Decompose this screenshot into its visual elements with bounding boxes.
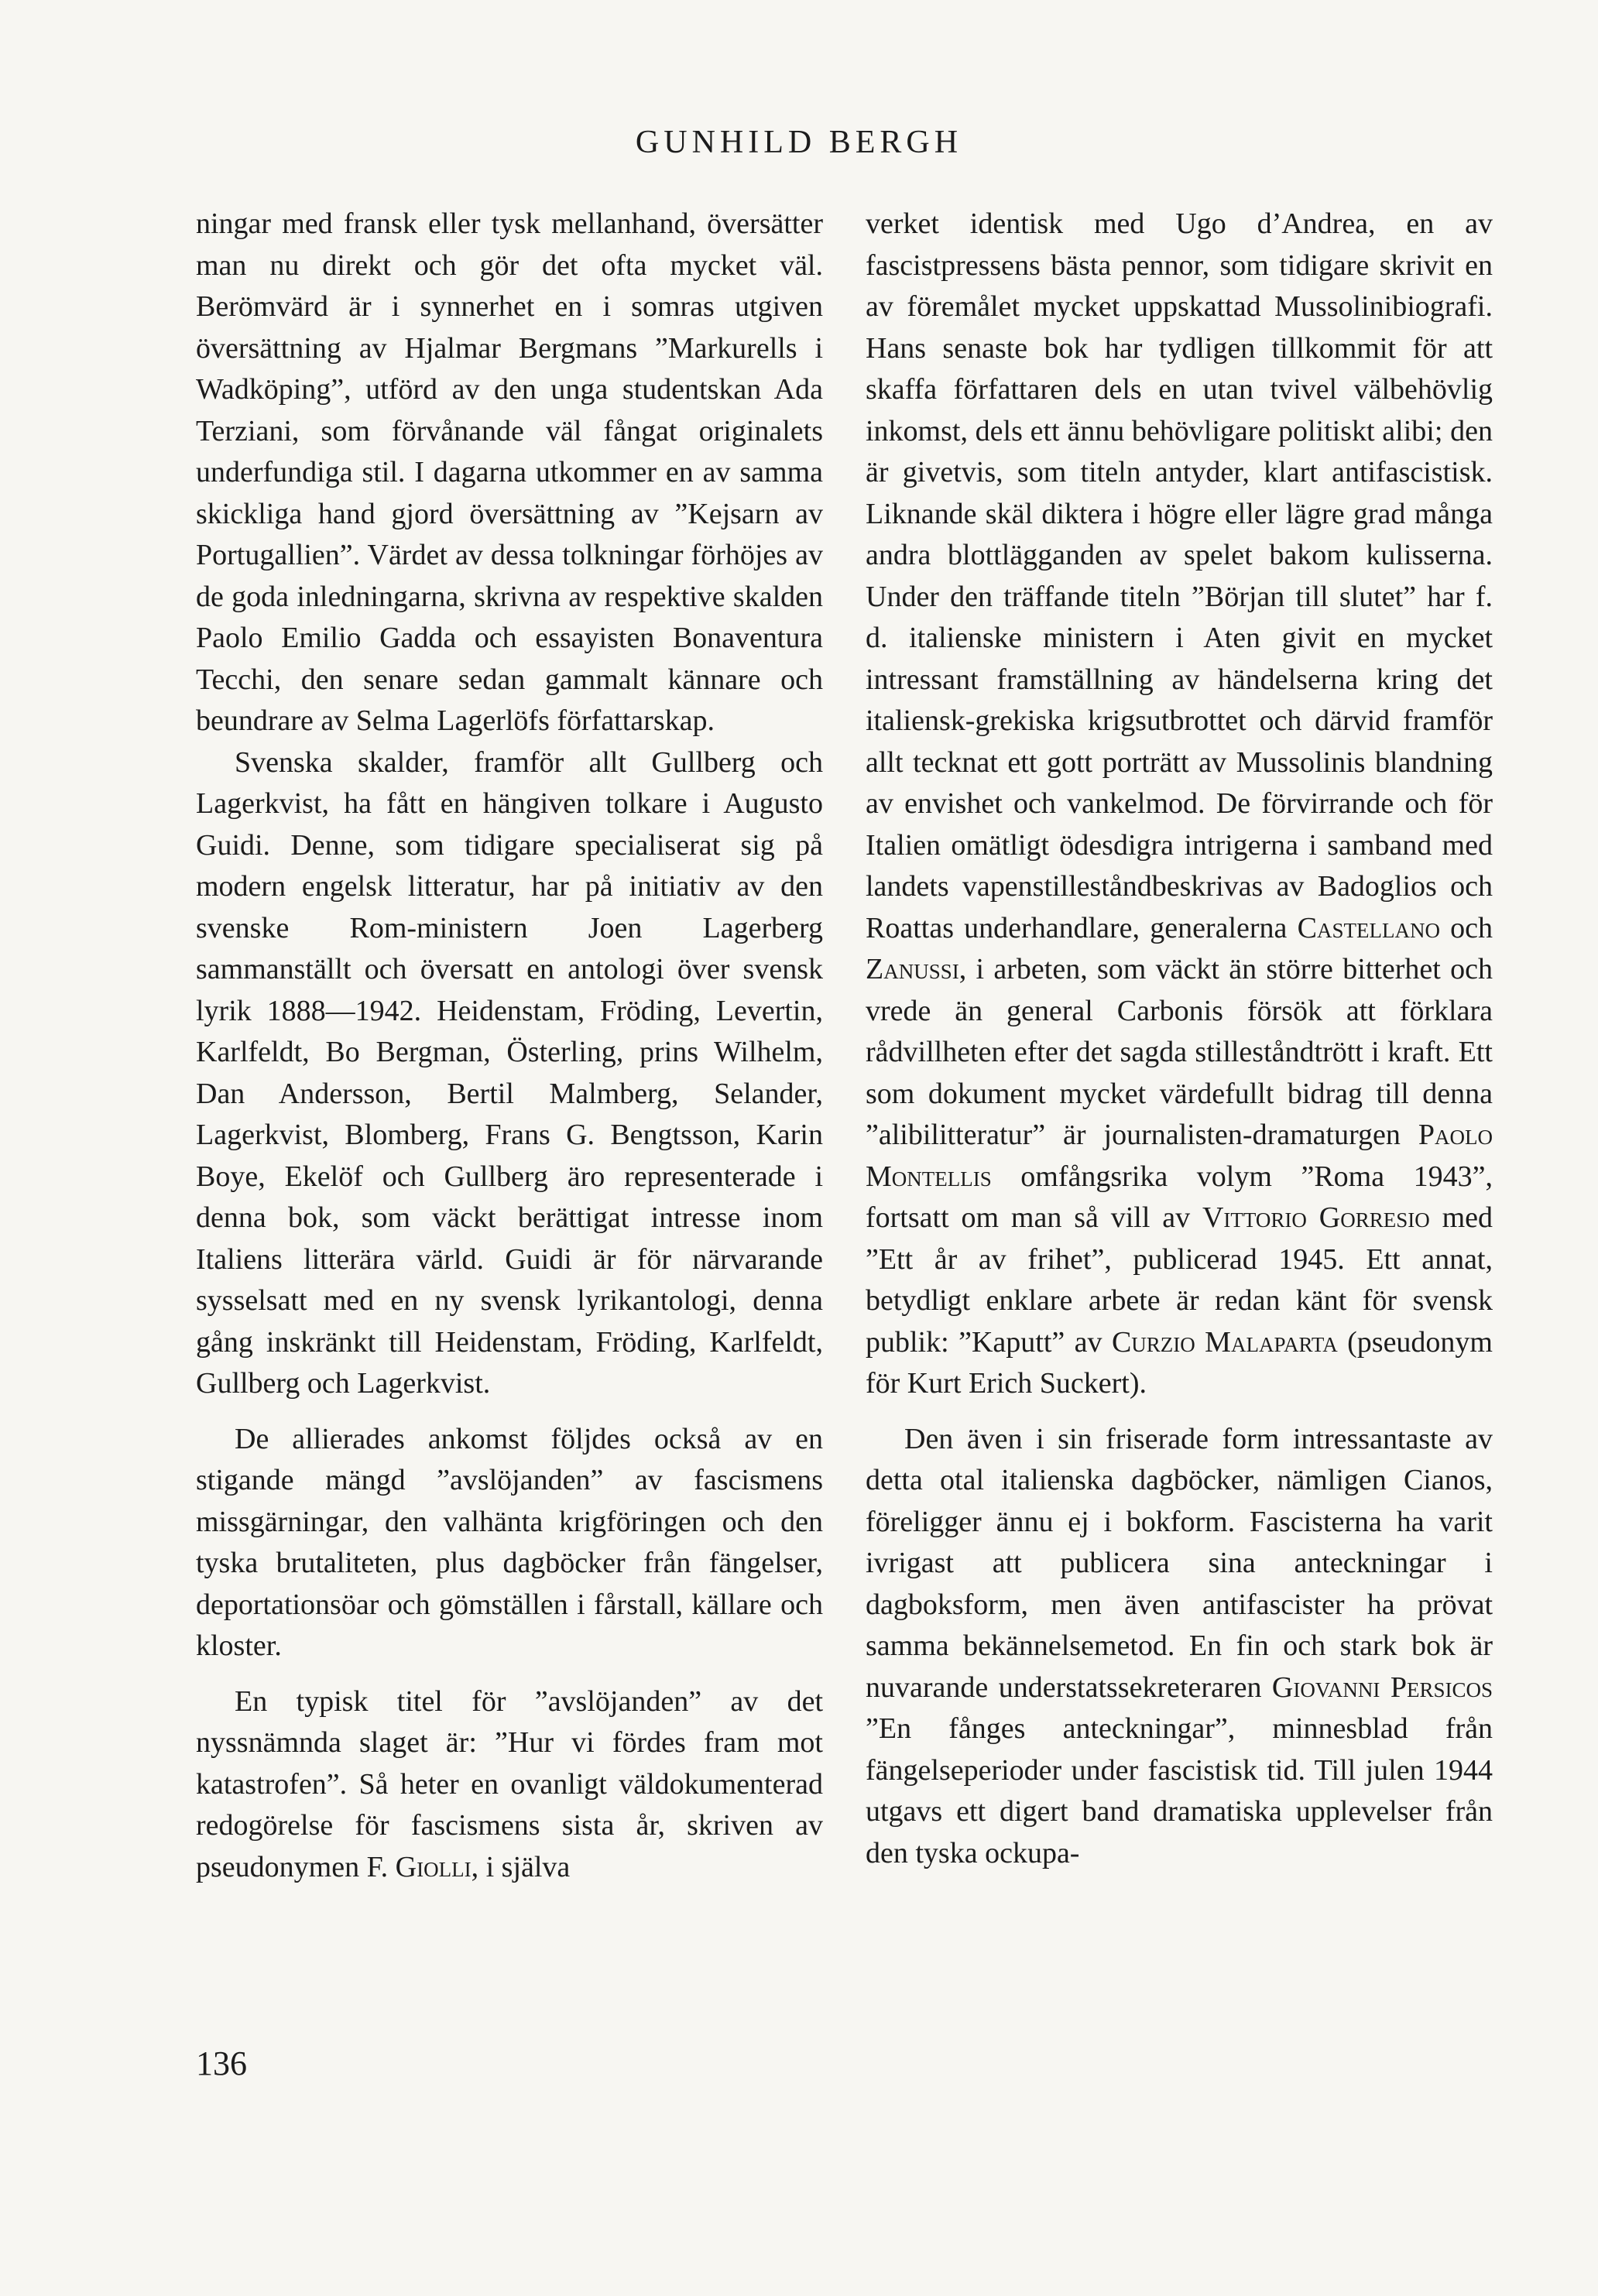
paragraph: De allierades ankomst följdes också av en stigande mängd ”avslöjanden” av fascismens missgärningar, den valhänta krigföringen och den tyska brutaliteten, plus dagböcker från fängelser, deportationsöar och gömställen i fårstall, källare och kloster. — [196, 1422, 823, 1662]
text-run: och — [1439, 911, 1493, 944]
running-head: GUNHILD BERGH — [635, 125, 963, 160]
right-column — [866, 204, 1493, 1874]
paragraph — [866, 204, 1493, 1405]
text-run: , i arbeten, som väckt än större bitterhet och vrede än general Carbonis försök att förklara rådvillheten efter det sagda stilleståndtrött i kraft. Ett som dokument mycket värdefullt bidrag till denna ”alibilitteratur” är journalisten-dramaturgen — [866, 953, 1493, 1151]
author-name: Zanussi — [866, 953, 959, 985]
text-run: verket identisk med Ugo d’Andrea, en av fascistpressens bästa pennor, som tidigare skrivit en av föremålet mycket uppskattad Mussolinibiografi. Hans senaste bok har tydligen tillkommit för att skaffa författaren dels en utan tvivel välbehövlig inkomst, dels ett ännu behövligare politiskt alibi; den är givetvis, som titeln antyder, klart antifascistisk. Liknande skäl diktera i högre eller lägre grad många andra blottlägganden av spelet bakom kulisserna. Under den träffande titeln ”Början till slutet” har f. d. italienske ministern i Aten givit en mycket intressant framställning av händelserna kring det italiensk-grekiska krigsutbrottet och därvid framför allt tecknat ett gott porträtt av Mussolinis blandning av envishet och vankelmod. De förvirrande och för Italien omätligt ödesdigra intrigerna i samband med landets vapenstilleståndbeskrivas av Badoglios och Roattas underhandlare, generalerna — [866, 207, 1493, 944]
author-name: Curzio Malaparta — [1111, 1325, 1338, 1359]
paragraph: Svenska skalder, framför allt Gullberg och Lagerkvist, ha fått en hängiven tolkare i Augusto Guidi. Denne, som tidigare specialiserat sig på modern engelsk litteratur, har på initiativ av den svenske Rom-ministern Joen Lagerberg sammanställt och översatt en antologi över svensk lyrik 1888—1942. Heidenstam, Fröding, Levertin, Karlfeldt, Bo Bergman, Österling, prins Wilhelm, Dan Andersson, Bertil Malmberg, Selander, Lagerkvist, Blomberg, Frans G. Bengtsson, Karin Boye, Ekelöf och Gullberg äro representerade i denna bok, som väckt berättigat intresse inom Italiens litterära värld. Guidi är för närvarande sysselsatt med en ny svensk lyrikantologi, denna gång inskränkt till Heidenstam, Fröding, Karlfeldt, Gullberg och Lagerkvist. — [196, 745, 823, 1400]
paragraph — [196, 1681, 823, 1889]
text-run: , i själva — [471, 1850, 571, 1883]
author-name: Paolo Montellis — [866, 1119, 1493, 1193]
paragraph — [866, 1419, 1493, 1875]
text-run: omfångsrika volym ”Roma 1943”, fortsatt om man så vill av — [866, 1160, 1493, 1234]
text-run: ”En fånges anteckningar”, minnesblad från fängelseperioder under fascistisk tid. Till julen 1944 utgavs ett digert band dramatiska upplevelser från den tyska ockupa- — [866, 1712, 1493, 1869]
author-name: Giovanni Persicos — [1271, 1671, 1493, 1704]
author-name: Giolli — [395, 1850, 472, 1883]
page-number: 136 — [196, 2044, 247, 2082]
text-run: med ”Ett år av frihet”, publicerad 1945. Ett annat, betydligt enklare arbete är redan känt för svensk publik: ”Kaputt” av — [866, 1201, 1493, 1359]
text-run: En typisk titel för ”avslöjanden” av det nyssnämnda slaget är: ”Hur vi fördes fram mot katastrofen”. Så heter en ovanligt väldokumenterad redogörelse för fascismens sista år, skriven av pseudonymen F. — [196, 1684, 823, 1883]
author-name: Castellano — [1297, 911, 1440, 944]
left-column — [196, 204, 823, 1888]
author-name: Vittorio Gorresio — [1202, 1201, 1430, 1234]
text-run: (pseudonym för Kurt Erich Suckert). — [866, 1325, 1493, 1400]
paragraph: ningar med fransk eller tysk mellanhand, översätter man nu direkt och gör det ofta mycket väl. Berömvärd är i synnerhet en i somras utgiven översättning av Hjalmar Bergmans ”Markurells i Wadköping”, utförd av den unga studentskan Ada Terziani, som förvånande väl fångat originalets underfundiga stil. I dagarna utkommer en av samma skickliga hand gjord översättning av ”Kejsarn av Portugallien”. Värdet av dessa tolkningar förhöjes av de goda inledningarna, skrivna av respektive skalden Paolo Emilio Gadda och essayisten Bonaventura Tecchi, den senare sedan gammalt kännare och beundrare av Selma Lagerlöfs författarskap. — [196, 207, 823, 737]
text-run: Den även i sin friserade form intressantaste av detta otal italienska dagböcker, nämligen Cianos, föreligger ännu ej i bokform. Fascisterna ha varit ivrigast att publicera sina anteckningar i dagboksform, men även antifascister ha prövat samma bekännelsemetod. En fin och stark bok är nuvarande understatssekreteraren — [866, 1422, 1493, 1704]
